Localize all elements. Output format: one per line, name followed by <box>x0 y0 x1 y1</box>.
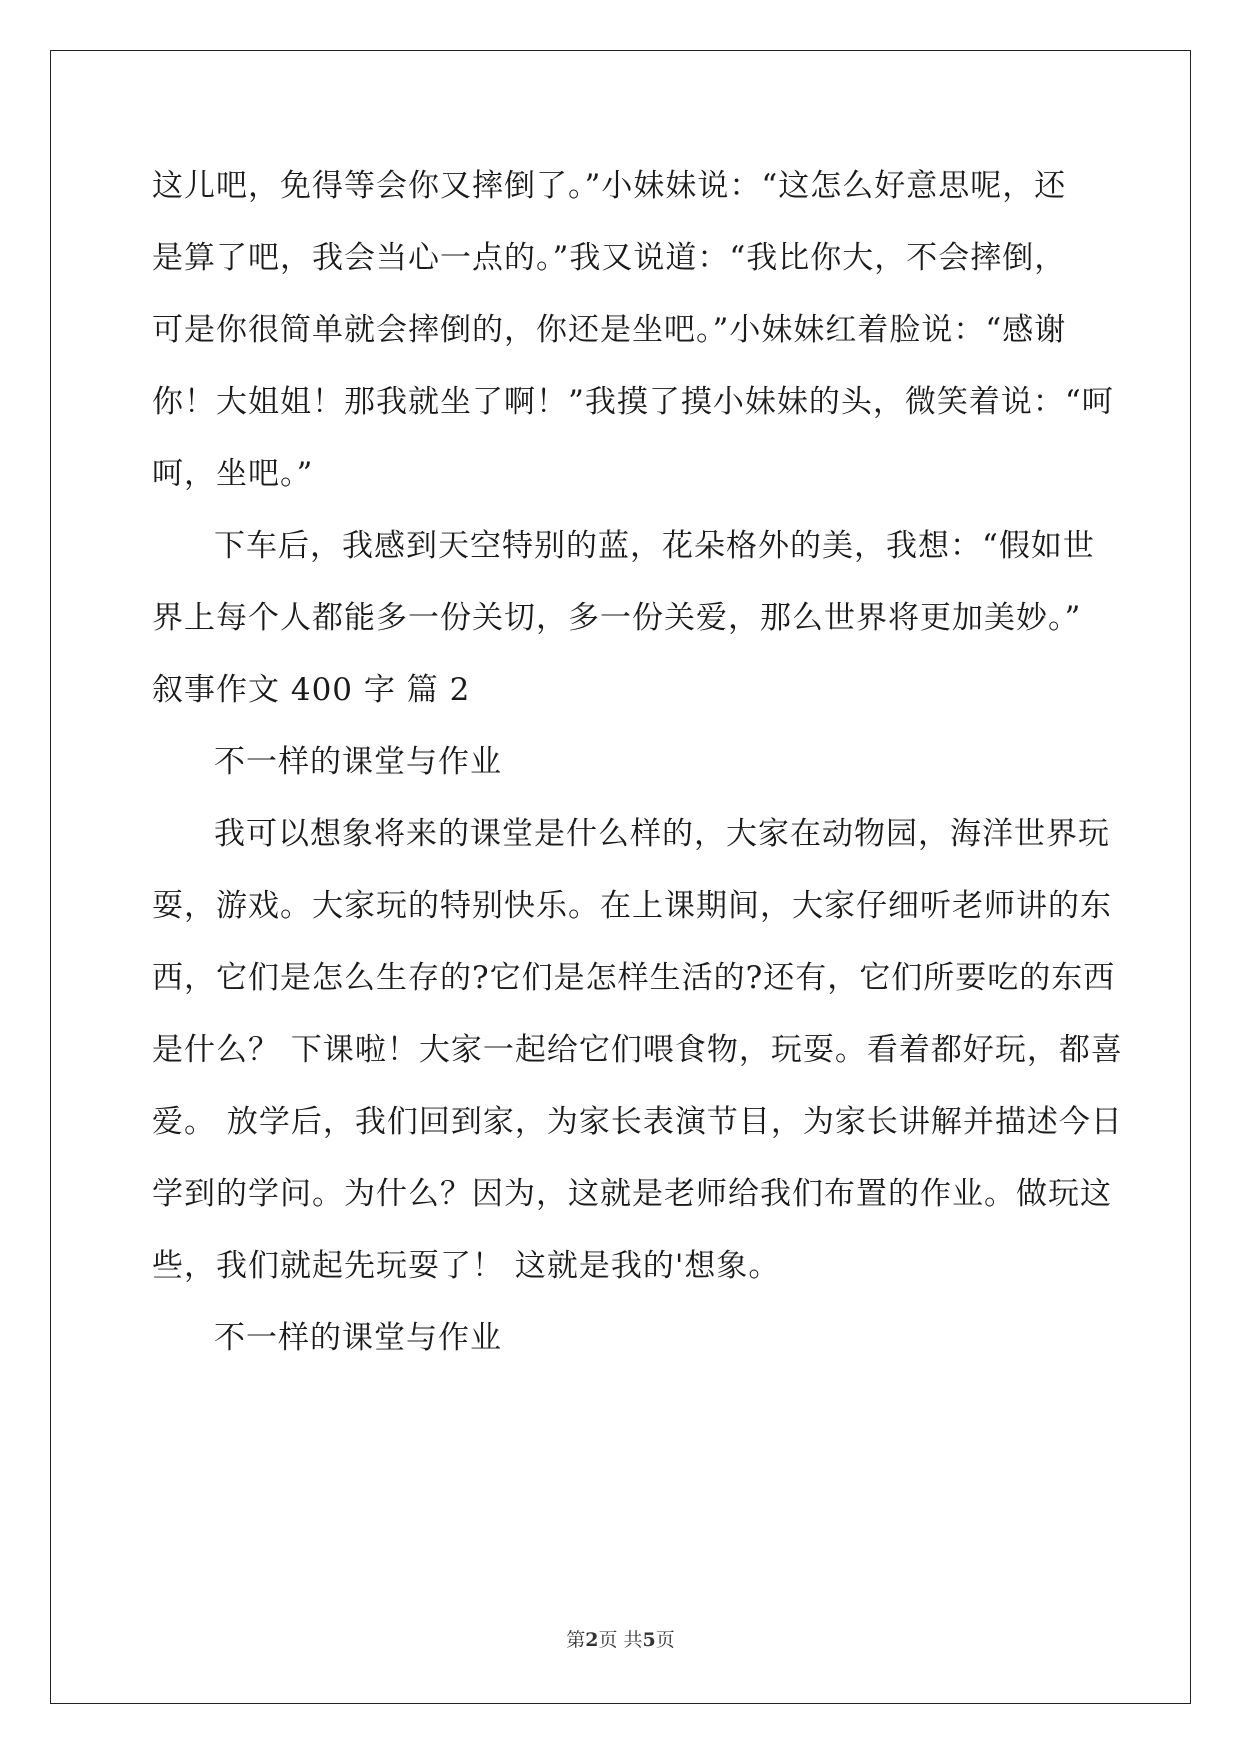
page-mid: 页 共 <box>598 1629 643 1651</box>
text-line: 呵，坐吧。” <box>152 456 314 492</box>
text-line: 界上每个人都能多一份关切，多一份关爱，那么世界将更加美妙。” <box>152 600 1082 636</box>
section-heading: 叙事作文 400 字 篇 2 <box>152 672 471 708</box>
text-line: 西，它们是怎么生存的?它们是怎样生活的?还有，它们所要吃的东西 <box>152 960 1116 996</box>
page-suffix: 页 <box>655 1629 675 1651</box>
paragraph-start: 我可以想象将来的课堂是什么样的，大家在动物园，海洋世界玩 <box>214 816 1110 852</box>
text-line: 学到的学问。为什么？因为，这就是老师给我们布置的作业。做玩这 <box>152 1176 1112 1212</box>
essay-title: 不一样的课堂与作业 <box>214 744 502 780</box>
document-body <box>152 160 1123 1384</box>
text-line: 这儿吧，免得等会你又摔倒了。”小妹妹说：“这怎么好意思呢，还 <box>152 168 1067 204</box>
text-line: 是什么？ 下课啦！大家一起给它们喂食物，玩耍。看着都好玩，都喜 <box>152 1032 1123 1068</box>
text-line: 你！大姐姐！那我就坐了啊！”我摸了摸小妹妹的头，微笑着说：“呵 <box>152 384 1114 420</box>
page-prefix: 第 <box>566 1629 586 1651</box>
total-page-number: 5 <box>642 1629 656 1651</box>
text-line: 耍，游戏。大家玩的特别快乐。在上课期间，大家仔细听老师讲的东 <box>152 888 1112 924</box>
text-line: 是算了吧，我会当心一点的。”我又说道：“我比你大，不会摔倒， <box>152 240 1067 276</box>
text-line: 可是你很简单就会摔倒的，你还是坐吧。”小妹妹红着脸说：“感谢 <box>152 312 1067 348</box>
essay-title: 不一样的课堂与作业 <box>214 1320 502 1356</box>
page-number-footer <box>0 1625 1241 1652</box>
text-line: 爱。 放学后，我们回到家，为家长表演节目，为家长讲解并描述今日 <box>152 1104 1123 1140</box>
paragraph-start: 下车后，我感到天空特别的蓝，花朵格外的美，我想：“假如世 <box>214 528 1095 564</box>
current-page-number: 2 <box>585 1629 599 1651</box>
text-line: 些，我们就起先玩耍了！ 这就是我的'想象。 <box>152 1248 781 1284</box>
